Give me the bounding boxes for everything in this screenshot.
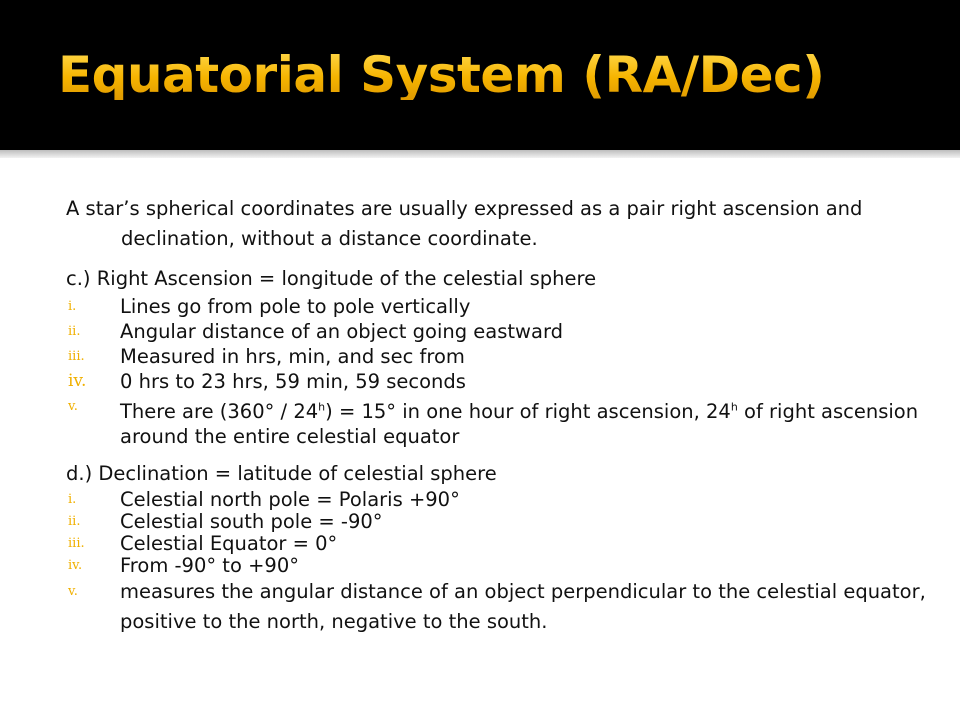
- list-number: i.: [68, 491, 77, 507]
- text-part: There are (360° / 24: [120, 399, 319, 423]
- list-item: [66, 489, 926, 511]
- slide-title: Equatorial System (RA/Dec): [58, 46, 825, 104]
- list-number: iv.: [68, 371, 87, 391]
- list-number: iii.: [68, 535, 85, 551]
- list-item: [66, 511, 926, 533]
- slide-content: [66, 194, 926, 637]
- hours-superscript: h: [318, 400, 326, 413]
- list-number: iv.: [68, 557, 83, 573]
- list-number: ii.: [68, 324, 81, 339]
- list-item: [66, 369, 926, 394]
- declination-heading: d.) Declination = latitude of celestial sphere: [66, 461, 497, 485]
- text-part: ) = 15° in one hour of right ascension, 24: [325, 399, 731, 423]
- title-divider: [0, 150, 960, 158]
- list-item: [66, 319, 926, 344]
- list-number: ii.: [68, 513, 81, 529]
- declination-list: [66, 489, 926, 637]
- list-item: [66, 533, 926, 555]
- right-ascension-heading: c.) Right Ascension = longitude of the celestial sphere: [66, 267, 597, 290]
- list-number: i.: [68, 299, 77, 314]
- list-number: iii.: [68, 349, 85, 364]
- list-item: [66, 294, 926, 319]
- list-item-text: Celestial north pole = Polaris +90°: [120, 487, 460, 511]
- list-item-text: Measured in hrs, min, and sec from: [120, 345, 465, 368]
- list-item-text: [120, 400, 918, 448]
- hours-superscript: h: [730, 400, 738, 413]
- right-ascension-list: [66, 294, 926, 449]
- list-item: [66, 555, 926, 577]
- list-item: [66, 344, 926, 369]
- text-part: of right ascension around the entire celestial equator: [120, 399, 919, 448]
- title-bar: [0, 0, 960, 150]
- list-item-text: Celestial Equator = 0°: [120, 531, 338, 555]
- list-item-text: From -90° to +90°: [120, 553, 299, 577]
- list-item-text: Angular distance of an object going eastward: [120, 320, 563, 343]
- list-item: [66, 394, 926, 449]
- list-item: [66, 577, 926, 637]
- list-item-text: measures the angular distance of an object perpendicular to the celestial equator, positive to the north, negative to the south.: [120, 579, 926, 633]
- intro-paragraph: A star’s spherical coordinates are usually expressed as a pair right ascension and declination, without a distance coordinate.: [66, 197, 863, 250]
- list-item-text: Celestial south pole = -90°: [120, 509, 383, 533]
- list-item-text: Lines go from pole to pole vertically: [120, 295, 471, 318]
- list-number: v.: [68, 583, 78, 599]
- list-number: v.: [68, 399, 78, 414]
- spacer: [66, 254, 926, 264]
- list-item-text: 0 hrs to 23 hrs, 59 min, 59 seconds: [120, 370, 466, 393]
- spacer: [66, 449, 926, 459]
